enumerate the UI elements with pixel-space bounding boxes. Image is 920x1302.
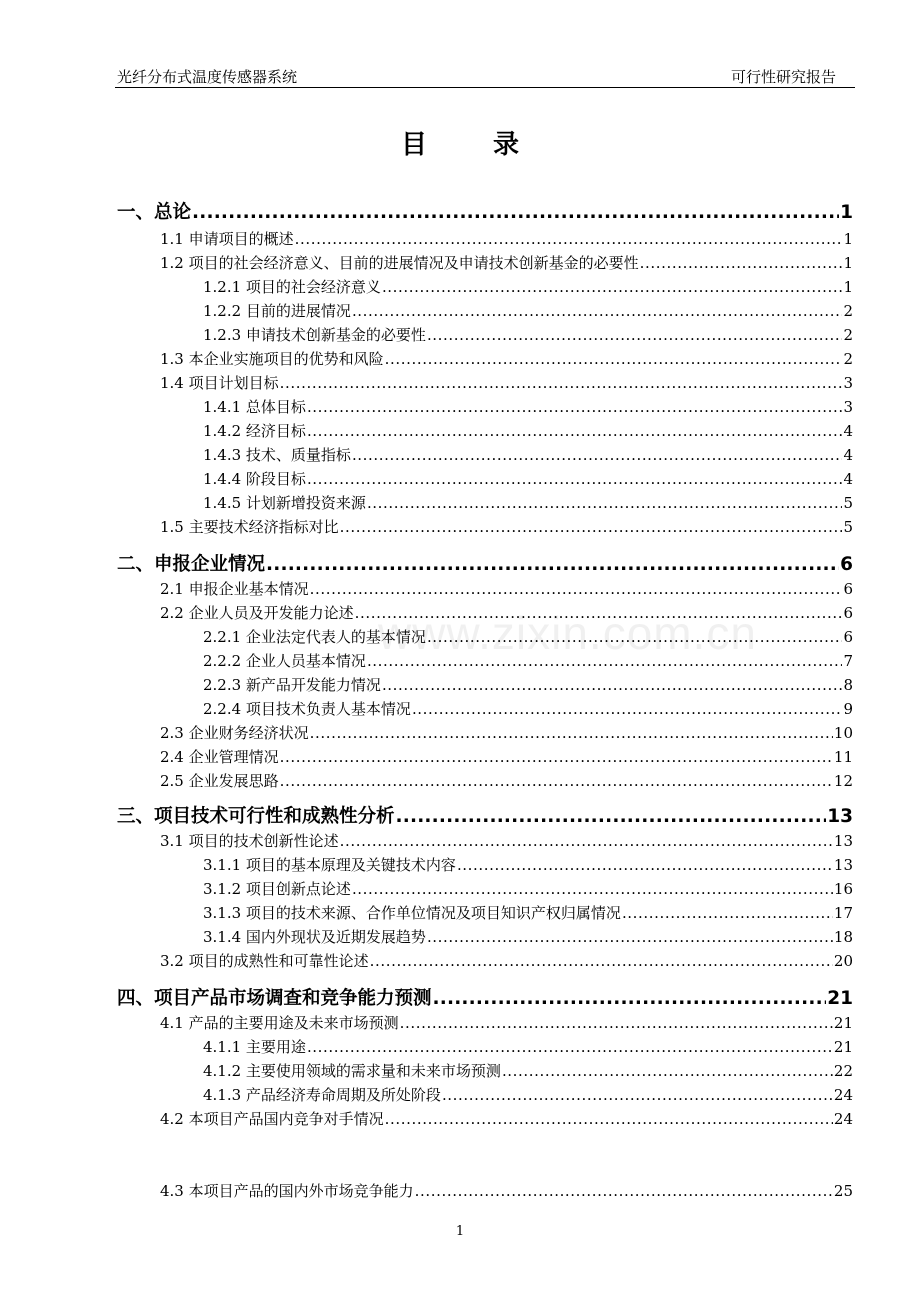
toc-section-entry[interactable] [203,492,853,514]
toc-leader-dots [280,772,833,790]
toc-entry-title: 4.3 本项目产品的国内外市场竞争能力 [160,1182,414,1200]
toc-entry-title: 一、总论 [117,202,192,223]
toc-chapter-entry[interactable] [117,802,853,828]
toc-entry-title: 4.1.3 产品经济寿命周期及所处阶段 [203,1086,441,1104]
toc-entry-title: 4.1 产品的主要用途及未来市场预测 [160,1014,399,1032]
toc-leader-dots [295,230,843,248]
toc-entry-page: 1 [843,254,853,272]
toc-leader-dots [502,1062,833,1080]
toc-entry-page: 24 [833,1086,853,1104]
toc-leader-dots [355,604,843,622]
toc-leader-dots [307,1038,833,1056]
toc-leader-dots [280,748,833,766]
toc-entry-page: 22 [833,1062,853,1080]
toc-leader-dots [412,700,843,718]
toc-section-entry[interactable] [203,902,853,924]
toc-entry-title: 2.2 企业人员及开发能力论述 [160,604,354,622]
toc-entry-title: 1.2 项目的社会经济意义、目前的进展情况及申请技术创新基金的必要性 [160,254,639,272]
toc-entry-page: 5 [843,518,853,536]
toc-section-entry[interactable] [203,854,853,876]
toc-entry-title: 1.2.3 申请技术创新基金的必要性 [203,326,426,344]
toc-leader-dots [382,278,843,296]
toc-leader-dots [307,398,843,416]
toc-entry-title: 1.4.3 技术、质量指标 [203,446,351,464]
toc-entry-page: 21 [833,1014,853,1032]
toc-entry-page: 2 [843,350,853,368]
toc-entry-page: 12 [833,772,853,790]
toc-section-entry[interactable] [203,650,853,672]
toc-entry-page: 21 [827,988,853,1009]
toc-entry-page: 24 [833,1110,853,1128]
toc-entry-page: 2 [843,302,853,320]
toc-section-entry[interactable] [203,1084,853,1106]
toc-entry-title: 二、申报企业情况 [117,554,266,575]
toc-leader-dots [367,652,843,670]
toc-leader-dots [192,202,839,223]
page-number: 1 [455,1224,465,1239]
toc-entry-page: 3 [843,374,853,392]
toc-entry-title: 1.1 申请项目的概述 [160,230,294,248]
toc-entry-title: 3.1.4 国内外现状及近期发展趋势 [203,928,426,946]
toc-section-entry[interactable] [160,578,853,600]
toc-section-entry[interactable] [203,300,853,322]
toc-leader-dots [400,1014,833,1032]
toc-section-entry[interactable] [203,926,853,948]
toc-leader-dots [457,856,833,874]
running-header-doc-type: 可行性研究报告 [730,68,836,86]
toc-section-entry[interactable] [160,602,853,624]
toc-leader-dots [442,1086,833,1104]
toc-section-entry[interactable] [203,698,853,720]
toc-entry-page: 13 [827,806,853,827]
toc-entry-title: 1.3 本企业实施项目的优势和风险 [160,350,384,368]
toc-entry-page: 11 [833,748,853,766]
toc-entry-page: 25 [833,1182,853,1200]
toc-section-entry[interactable] [160,1012,853,1034]
toc-leader-dots [640,254,843,272]
toc-section-entry[interactable] [160,372,853,394]
toc-entry-page: 3 [843,398,853,416]
toc-section-entry[interactable] [160,746,853,768]
toc-entry-page: 4 [843,422,853,440]
toc-chapter-entry[interactable] [117,984,853,1010]
toc-entry-page: 1 [843,278,853,296]
toc-entry-page: 17 [833,904,853,922]
toc-leader-dots [340,518,843,536]
toc-entry-title: 2.2.2 企业人员基本情况 [203,652,366,670]
toc-section-entry[interactable] [203,324,853,346]
toc-leader-dots [370,952,833,970]
toc-section-entry[interactable] [203,626,853,648]
toc-entry-page: 8 [843,676,853,694]
toc-entry-title: 3.1 项目的技术创新性论述 [160,832,339,850]
toc-leader-dots [310,724,833,742]
toc-entry-title: 3.2 项目的成熟性和可靠性论述 [160,952,369,970]
running-header-title: 光纤分布式温度传感器系统 [117,68,298,86]
toc-leader-dots [415,1182,833,1200]
toc-entry-title: 2.4 企业管理情况 [160,748,279,766]
toc-entry-title: 1.2.2 目前的进展情况 [203,302,351,320]
toc-entry-page: 13 [833,832,853,850]
toc-chapter-entry[interactable] [117,198,853,224]
header-divider [115,87,855,88]
toc-entry-title: 1.5 主要技术经济指标对比 [160,518,339,536]
toc-entry-page: 20 [833,952,853,970]
toc-entry-title: 4.2 本项目产品国内竞争对手情况 [160,1110,384,1128]
page-title-char-2: 录 [493,130,520,160]
toc-section-entry[interactable] [203,1036,853,1058]
toc-entry-page: 6 [840,554,853,575]
toc-entry-title: 2.1 申报企业基本情况 [160,580,309,598]
toc-leader-dots [307,470,843,488]
toc-leader-dots [622,904,833,922]
toc-section-entry[interactable] [203,1060,853,1082]
toc-leader-dots [307,422,843,440]
toc-entry-title: 四、项目产品市场调查和竞争能力预测 [117,988,432,1009]
toc-entry-page: 9 [843,700,853,718]
toc-section-entry[interactable] [160,1180,853,1202]
page-title [0,124,920,161]
toc-entry-page: 1 [843,230,853,248]
toc-leader-dots [367,494,843,512]
toc-leader-dots [352,302,843,320]
toc-section-entry[interactable] [160,228,853,250]
toc-leader-dots [340,832,833,850]
toc-entry-page: 5 [843,494,853,512]
toc-section-entry[interactable] [203,468,853,490]
toc-entry-title: 三、项目技术可行性和成熟性分析 [117,806,395,827]
toc-section-entry[interactable] [160,722,853,744]
toc-entry-title: 2.5 企业发展思路 [160,772,279,790]
toc-entry-title: 3.1.2 项目创新点论述 [203,880,351,898]
toc-entry-title: 1.2.1 项目的社会经济意义 [203,278,381,296]
toc-leader-dots [385,1110,833,1128]
toc-entry-page: 18 [833,928,853,946]
toc-entry-title: 4.1.1 主要用途 [203,1038,306,1056]
toc-entry-page: 4 [843,470,853,488]
toc-entry-page: 10 [833,724,853,742]
toc-leader-dots [310,580,843,598]
toc-section-entry[interactable] [160,516,853,538]
toc-entry-page: 16 [833,880,853,898]
toc-entry-title: 4.1.2 主要使用领域的需求量和未来市场预测 [203,1062,501,1080]
page-title-char-1: 目 [400,130,427,160]
toc-leader-dots [427,628,843,646]
toc-entry-page: 7 [843,652,853,670]
toc-leader-dots [280,374,843,392]
toc-entry-title: 1.4.2 经济目标 [203,422,306,440]
toc-leader-dots [382,676,843,694]
toc-leader-dots [352,446,843,464]
toc-entry-title: 2.2.4 项目技术负责人基本情况 [203,700,411,718]
toc-entry-page: 6 [843,628,853,646]
toc-entry-title: 2.2.3 新产品开发能力情况 [203,676,381,694]
toc-leader-dots [433,988,827,1009]
toc-section-entry[interactable] [160,1108,853,1130]
watermark-text: www.zixin.com.cn [378,607,757,659]
toc-leader-dots [385,350,843,368]
toc-entry-title: 2.3 企业财务经济状况 [160,724,309,742]
toc-section-entry[interactable] [203,878,853,900]
toc-section-entry[interactable] [203,444,853,466]
toc-entry-title: 2.2.1 企业法定代表人的基本情况 [203,628,426,646]
toc-leader-dots [427,326,843,344]
toc-chapter-entry[interactable] [117,550,853,576]
toc-section-entry[interactable] [160,348,853,370]
toc-entry-page: 1 [840,202,853,223]
toc-entry-title: 1.4.5 计划新增投资来源 [203,494,366,512]
toc-entry-title: 3.1.1 项目的基本原理及关键技术内容 [203,856,456,874]
toc-leader-dots [427,928,833,946]
toc-section-entry[interactable] [203,420,853,442]
toc-entry-page: 13 [833,856,853,874]
toc-entry-page: 4 [843,446,853,464]
toc-section-entry[interactable] [160,830,853,852]
toc-entry-title: 3.1.3 项目的技术来源、合作单位情况及项目知识产权归属情况 [203,904,621,922]
toc-section-entry[interactable] [160,770,853,792]
toc-entry-page: 6 [843,604,853,622]
toc-leader-dots [352,880,833,898]
toc-entry-title: 1.4.4 阶段目标 [203,470,306,488]
toc-entry-page: 2 [843,326,853,344]
toc-entry-title: 1.4 项目计划目标 [160,374,279,392]
toc-leader-dots [266,554,839,575]
toc-entry-title: 1.4.1 总体目标 [203,398,306,416]
toc-section-entry[interactable] [203,396,853,418]
toc-section-entry[interactable] [160,252,853,274]
toc-section-entry[interactable] [203,276,853,298]
toc-leader-dots [396,806,827,827]
toc-section-entry[interactable] [203,674,853,696]
toc-section-entry[interactable] [160,950,853,972]
toc-entry-page: 21 [833,1038,853,1056]
toc-entry-page: 6 [843,580,853,598]
